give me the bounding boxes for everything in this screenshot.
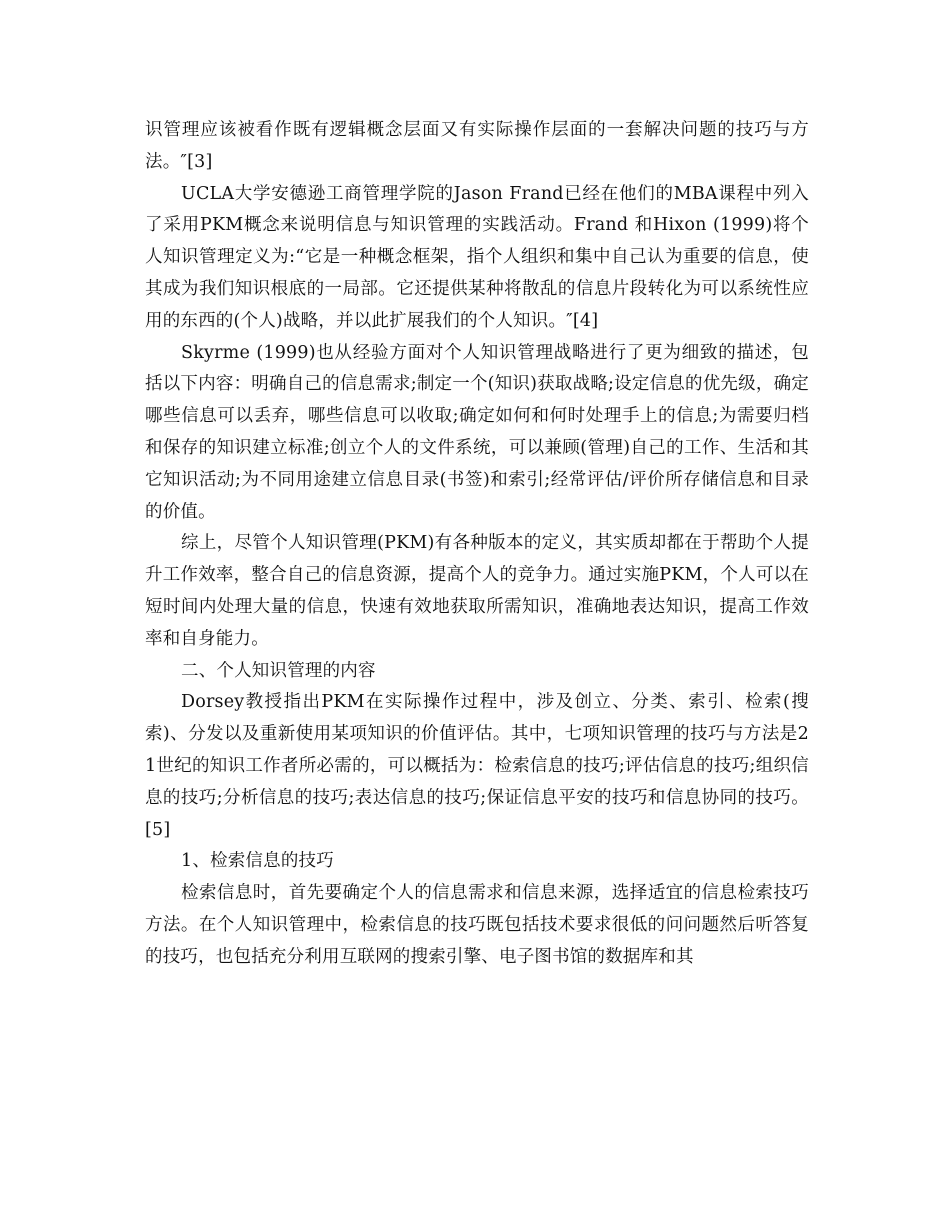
document-body [145,115,809,974]
paragraph-retrieval: 检索信息时，首先要确定个人的信息需求和信息来源，选择适宜的信息检索技巧方法。在个人知识管理中，检索信息的技巧既包括技术要求很低的问问题然后听答复的技巧，也包括充分利用互联网的搜索引擎、电子图书馆的数据库和其 [145,883,809,967]
section-heading-pkm-content: 二、个人知识管理的内容 [181,660,376,681]
paragraph-skyrme: Skyrme (1999)也从经验方面对个人知识管理战略进行了更为细致的描述，包括以下内容：明确自己的信息需求;制定一个(知识)获取战略;设定信息的优先级，确定哪些信息可以丢弃，哪些信息可以收取;确定如何和何时处理手上的信息;为需要归档和保存的知识建立标准;创立个人的文件系统，可以兼顾(管理)自己的工作、生活和其它知识活动;为不同用途建立信息目录(书签)和索引;经常评估/评价所存储信息和目录的价值。 [145,342,809,522]
paragraph-summary: 综上，尽管个人知识管理(PKM)有各种版本的定义，其实质却都在于帮助个人提升工作效率，整合自己的信息资源，提高个人的竞争力。通过实施PKM，个人可以在短时间内处理大量的信息，快速有效地获取所需知识，准确地表达知识，提高工作效率和自身能力。 [145,533,809,649]
paragraph-continuation: 识管理应该被看作既有逻辑概念层面又有实际操作层面的一套解决问题的技巧与方法。″[3] [145,120,809,172]
subsection-heading-retrieval: 1、检索信息的技巧 [181,851,334,872]
paragraph-dorsey: Dorsey教授指出PKM在实际操作过程中，涉及创立、分类、索引、检索(搜索)、分发以及重新使用某项知识的价值评估。其中，七项知识管理的技巧与方法是21世纪的知识工作者所必需的，可以概括为：检索信息的技巧;评估信息的技巧;组织信息的技巧;分析信息的技巧;表达信息的技巧;保证信息平安的技巧和信息协同的技巧。[5] [145,692,809,840]
paragraph-ucla-frand: UCLA大学安德逊工商管理学院的Jason Frand已经在他们的MBA课程中列入了采用PKM概念来说明信息与知识管理的实践活动。Frand 和Hixon (1999)将个人知识管理定义为:“它是一种概念框架，指个人组织和集中自己认为重要的信息，使其成为我们知识根底的一局部。它还提供某种将散乱的信息片段转化为可以系统性应用的东西的(个人)战略，并以此扩展我们的个人知识。″[4] [145,183,809,331]
